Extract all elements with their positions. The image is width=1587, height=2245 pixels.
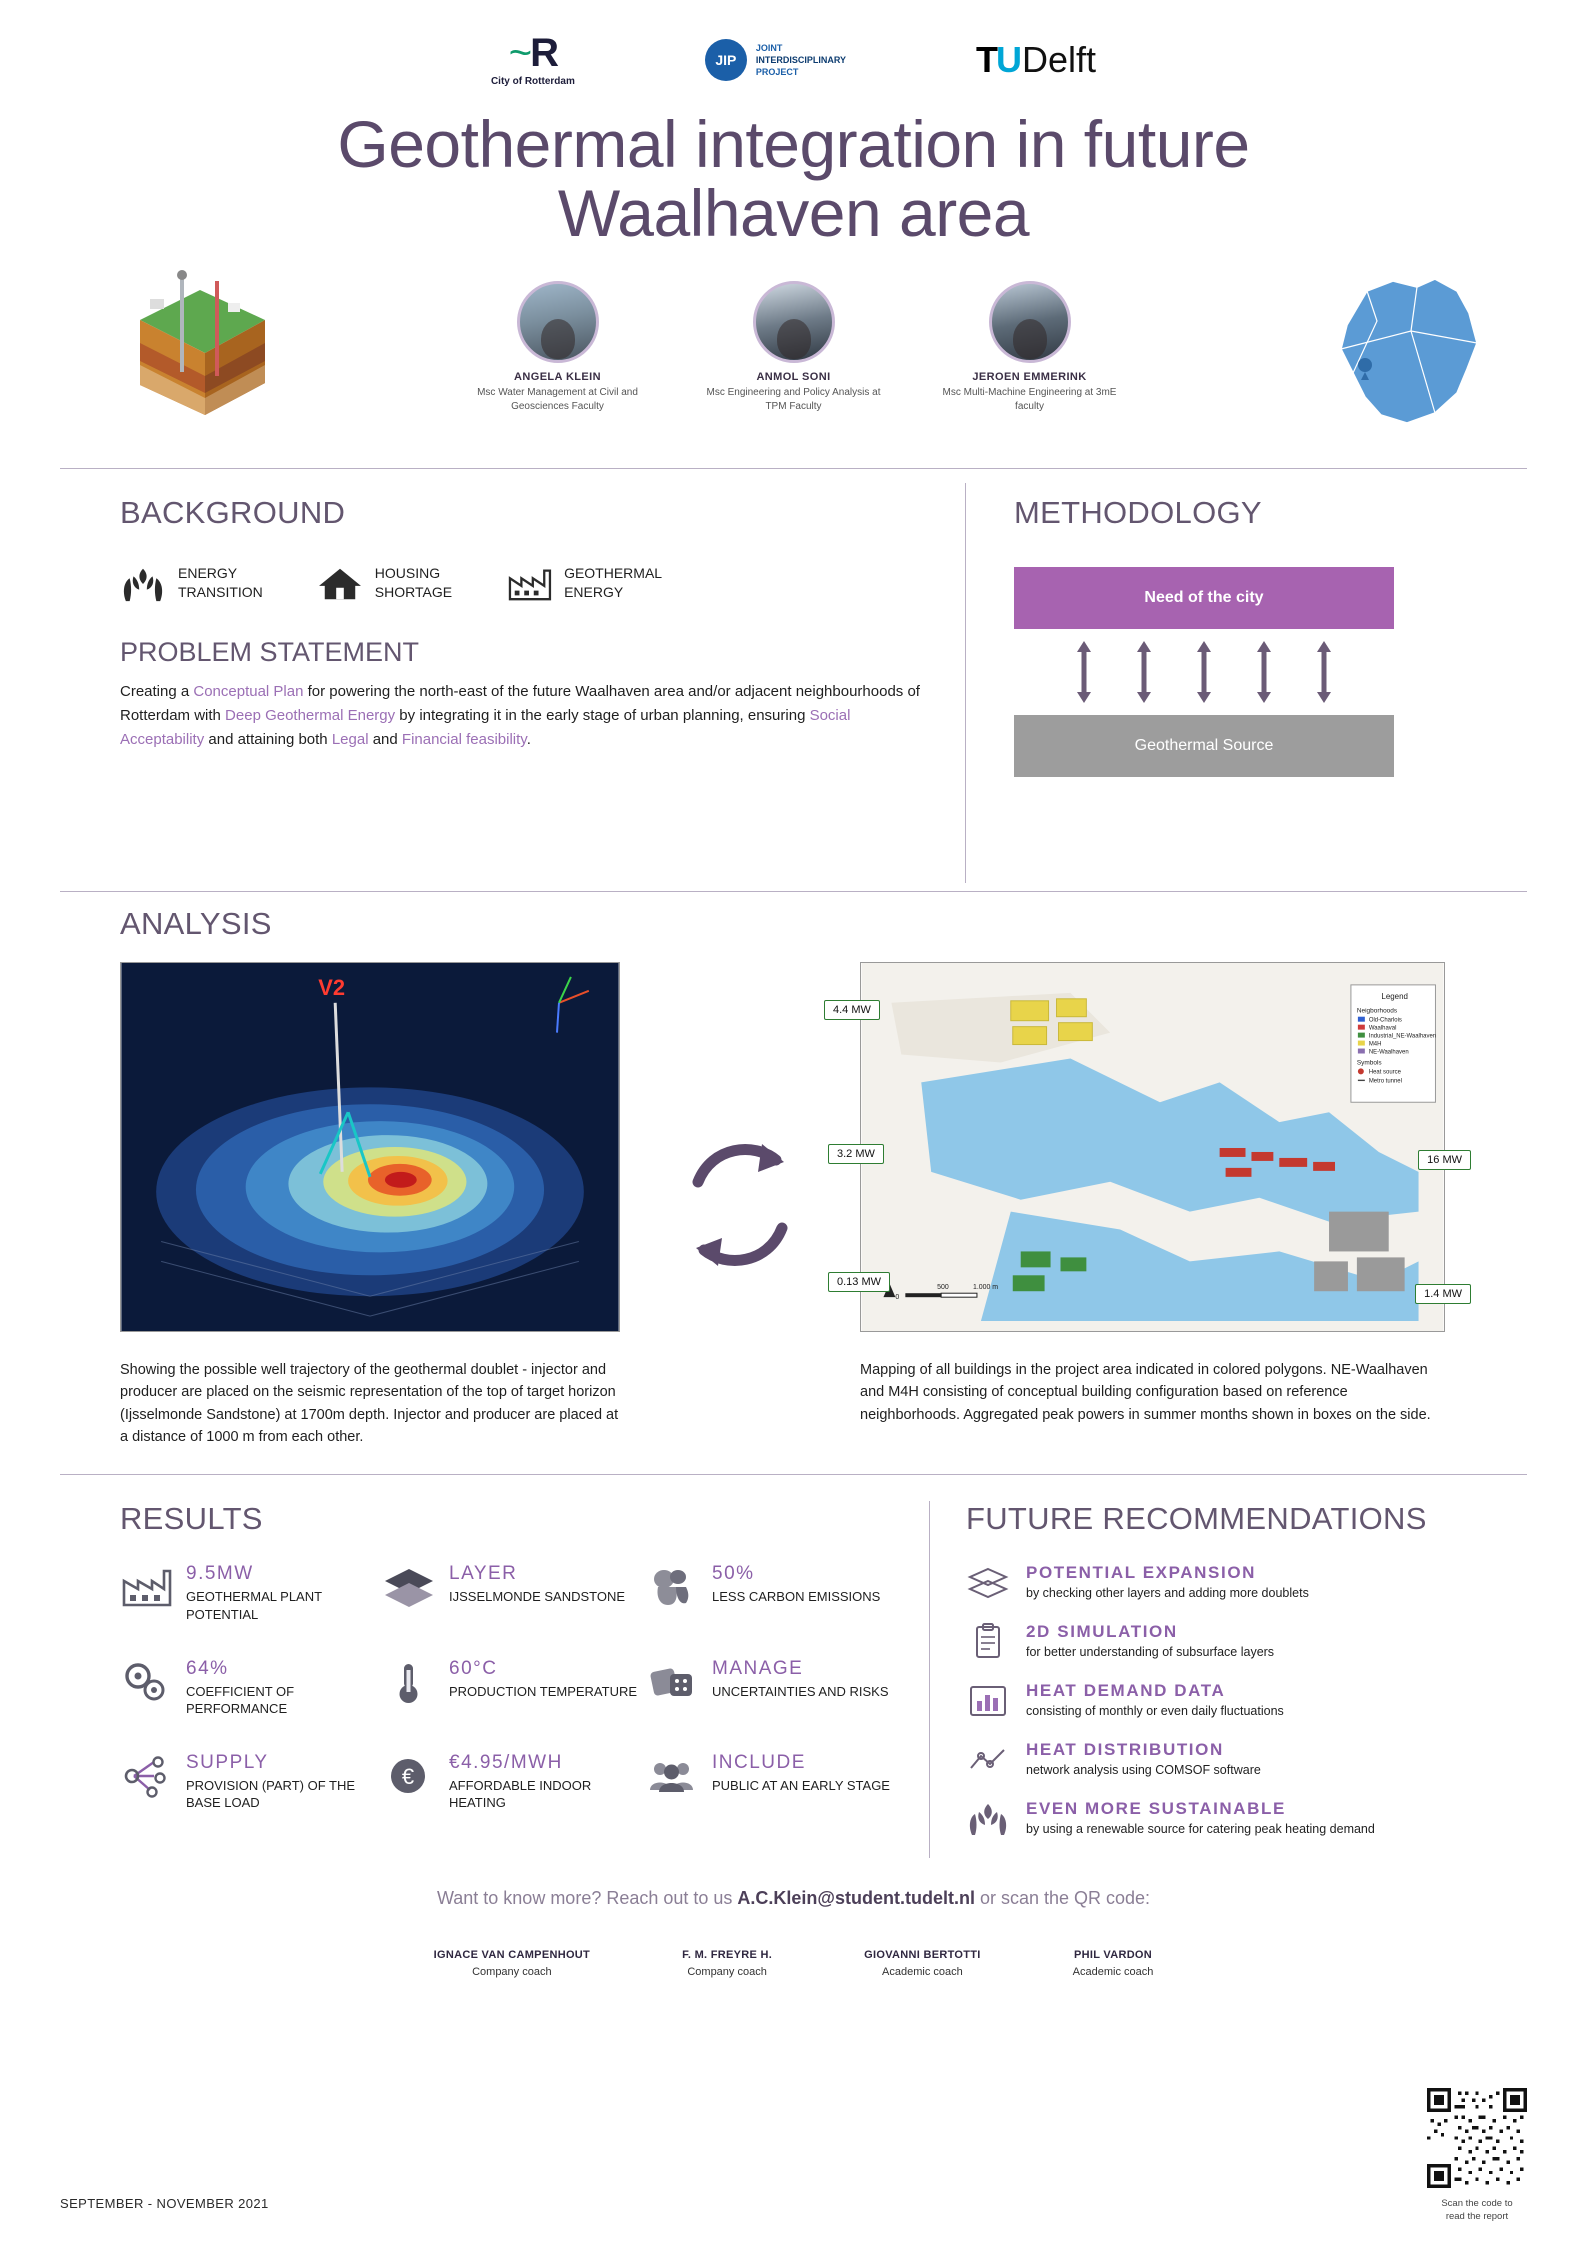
- future-item: [966, 1622, 1467, 1662]
- tudelft-logo: [976, 39, 1096, 81]
- jip-line-3: PROJECT: [755, 67, 799, 78]
- future-subtext: by checking other layers and adding more doublets: [1026, 1586, 1309, 1601]
- ps-part-highlight: Deep Geothermal Energy: [225, 706, 396, 724]
- author-card: [704, 281, 884, 414]
- results-future-row: [60, 1501, 1527, 1858]
- hands-leaf-icon: [966, 1799, 1010, 1839]
- author-card: [468, 281, 648, 414]
- ps-part-highlight: Social Acceptability: [120, 706, 851, 748]
- clipboard-icon: [966, 1622, 1010, 1662]
- coach-role: Company coach: [472, 1966, 552, 1979]
- svg-text:Symbols: Symbols: [1356, 1059, 1382, 1067]
- result-item: [646, 1752, 909, 1812]
- result-item: [383, 1658, 646, 1718]
- result-value: SUPPLY: [186, 1751, 269, 1773]
- result-item: [120, 1658, 383, 1718]
- rotterdam-logo-label: City of Rotterdam: [490, 76, 575, 87]
- future-heading: HEAT DISTRIBUTION: [1026, 1740, 1224, 1760]
- qr-block: [1427, 2088, 1527, 2223]
- background-icon-label: [564, 564, 662, 602]
- svg-text:€: €: [401, 1763, 415, 1789]
- house-icon: [317, 563, 363, 603]
- coach-card: [682, 1949, 772, 1978]
- hands-leaf-icon: [120, 563, 166, 603]
- ps-part-highlight: Financial feasibility: [401, 730, 527, 748]
- qr-caption: [1427, 2198, 1527, 2223]
- contact-pre: Want to know more? Reach out to us: [436, 1888, 738, 1909]
- jip-logo: [705, 39, 846, 81]
- result-label: PUBLIC AT AN EARLY STAGE: [712, 1777, 890, 1793]
- qr-caption-line1: Scan the code to: [1441, 2198, 1513, 2210]
- author-card: [940, 281, 1120, 414]
- dice-icon: [646, 1658, 698, 1706]
- background-icon-line2: ENERGY: [564, 583, 624, 600]
- rotterdam-mark-icon: ~R: [508, 31, 558, 75]
- svg-text:M4H: M4H: [1368, 1041, 1382, 1048]
- ps-part: Creating a: [120, 682, 194, 700]
- result-item: [383, 1563, 646, 1623]
- coach-name: GIOVANNI BERTOTTI: [864, 1949, 981, 1962]
- gears-icon: [120, 1658, 172, 1706]
- future-item: [966, 1799, 1467, 1839]
- result-item: [120, 1563, 383, 1623]
- svg-text:V2: V2: [318, 974, 346, 1000]
- euro-icon: [383, 1752, 435, 1800]
- background-icon-line2: TRANSITION: [178, 583, 263, 600]
- result-label: COEFFICIENT OF PERFORMANCE: [186, 1683, 295, 1717]
- co2-cloud-icon: [646, 1563, 698, 1611]
- result-label: PRODUCTION TEMPERATURE: [449, 1683, 638, 1699]
- ps-part: by integrating it in the early stage of urban planning, ensuring: [395, 706, 810, 724]
- svg-text:Waalhaval: Waalhaval: [1368, 1025, 1397, 1032]
- contact-line: [120, 1888, 1467, 1909]
- svg-text:Neigborhoods: Neigborhoods: [1356, 1007, 1398, 1015]
- avatar: [989, 281, 1071, 363]
- seismic-figure-caption: Showing the possible well trajectory of the geothermal doublet - injector and producer are placed on the seismic representation of the top of target horizon (Ijsselmonde Sandstone) at 1700m depth. Injector and producer are placed at a distance of 1000 m from each other.: [120, 1361, 619, 1445]
- result-item: [646, 1563, 909, 1623]
- ps-part: and: [368, 730, 402, 748]
- contact-email[interactable]: A.C.Klein@student.tudelt.nl: [737, 1888, 975, 1909]
- jip-logo-text: [756, 42, 846, 78]
- coach-role: Academic coach: [1072, 1966, 1154, 1979]
- background-methodology-row: [60, 483, 1527, 883]
- result-item: [383, 1752, 646, 1812]
- bar-chart-icon: [966, 1681, 1010, 1721]
- future-heading: POTENTIAL EXPANSION: [1026, 1563, 1257, 1583]
- methodology-bottom-box: Geothermal Source: [1014, 715, 1394, 777]
- svg-text:500: 500: [937, 1283, 949, 1291]
- tudelft-t-icon: T: [976, 39, 997, 80]
- analysis-section: [60, 892, 1527, 1449]
- network-icon: [120, 1752, 172, 1800]
- ps-part: for powering the north-east of the future Waalhaven area and/or adjacent neighbourhoods of Rotterdam with: [120, 682, 920, 724]
- future-heading: 2D SIMULATION: [1026, 1622, 1178, 1642]
- thermometer-icon: [383, 1658, 435, 1706]
- avatar: [517, 281, 599, 363]
- result-value: 50%: [712, 1563, 755, 1585]
- coaches-row: [120, 1949, 1467, 1978]
- background-icon-line1: GEOTHERMAL: [564, 564, 663, 581]
- double-arrow-icon: [1197, 641, 1211, 703]
- map-figure-caption: Mapping of all buildings in the project area indicated in colored polygons. NE-Waalhaven and M4H consisting of conceptual building configuration based on reference neighborhoods. Aggregated peak powers in summer months shown in boxes on the side.: [860, 1361, 1431, 1423]
- author-role: Msc Engineering and Policy Analysis at TPM Faculty: [706, 386, 881, 412]
- future-subtext: consisting of monthly or even daily fluctuations: [1026, 1704, 1284, 1719]
- map-callout: 16 MW: [1418, 1150, 1471, 1170]
- ps-part: and attaining both: [204, 730, 332, 748]
- result-value: LAYER: [449, 1563, 518, 1585]
- qr-code-icon[interactable]: [1427, 2088, 1527, 2188]
- layers-stack-icon: [966, 1563, 1010, 1603]
- methodology-top-box: Need of the city: [1014, 567, 1394, 629]
- future-item: [966, 1740, 1467, 1780]
- result-label: IJSSELMONDE SANDSTONE: [449, 1589, 626, 1605]
- result-value: 9.5MW: [186, 1563, 254, 1585]
- author-role: Msc Multi-Machine Engineering at 3mE faculty: [942, 386, 1117, 412]
- future-list: [966, 1563, 1467, 1839]
- author-name: ANMOL SONI: [756, 370, 831, 383]
- results-title: RESULTS: [120, 1501, 263, 1537]
- double-arrow-icon: [1077, 641, 1091, 703]
- page-title: Geothermal integration in future Waalhaven area: [337, 107, 1250, 251]
- coach-name: IGNACE VAN CAMPENHOUT: [433, 1949, 591, 1962]
- layers-icon: [383, 1563, 435, 1611]
- arrow-right-curved-icon: [692, 1138, 788, 1198]
- ps-part-highlight: Conceptual Plan: [193, 682, 304, 700]
- methodology-diagram: [1014, 567, 1394, 777]
- results-section: [120, 1501, 930, 1858]
- future-heading: EVEN MORE SUSTAINABLE: [1026, 1799, 1286, 1819]
- logo-bar: [60, 0, 1527, 94]
- double-arrow-icon: [1257, 641, 1271, 703]
- author-role: Msc Water Management at Civil and Geosciences Faculty: [477, 386, 638, 412]
- analysis-title: ANALYSIS: [120, 905, 272, 941]
- jip-line-2: INTERDISCIPLINARY: [755, 54, 847, 65]
- background-section: [60, 483, 965, 883]
- seismic-surface-image: [120, 962, 620, 1332]
- problem-statement-body: [120, 680, 920, 752]
- result-item: [646, 1658, 909, 1718]
- future-title: FUTURE RECOMMENDATIONS: [966, 1501, 1427, 1537]
- map-callout: 4.4 MW: [824, 1000, 880, 1020]
- methodology-section: [965, 483, 1527, 883]
- cycle-arrows: [680, 962, 800, 1449]
- background-title: BACKGROUND: [120, 494, 346, 530]
- geothermal-cube-illustration: [120, 265, 280, 445]
- analysis-figures: [120, 962, 1467, 1449]
- background-icon-item: [120, 563, 263, 603]
- coach-role: Academic coach: [882, 1966, 963, 1979]
- background-icon-line1: HOUSING: [374, 564, 441, 581]
- background-icons: [120, 563, 935, 603]
- divider: [60, 468, 1527, 469]
- svg-text:Metro tunnel: Metro tunnel: [1368, 1077, 1402, 1084]
- coach-role: Company coach: [687, 1966, 767, 1979]
- svg-text:NE-Waalhaven: NE-Waalhaven: [1368, 1049, 1409, 1056]
- coach-card: [1073, 1949, 1154, 1978]
- coach-name: F. M. FREYRE H.: [682, 1949, 773, 1962]
- result-label: LESS CARBON EMISSIONS: [712, 1589, 881, 1605]
- tudelft-u-icon: U: [996, 39, 1023, 80]
- svg-text:0: 0: [895, 1293, 900, 1301]
- map-callout: 0.13 MW: [828, 1272, 890, 1292]
- future-recommendations-section: [930, 1501, 1467, 1858]
- jip-circle-icon: JIP: [705, 39, 747, 81]
- people-icon: [646, 1752, 698, 1800]
- background-icon-label: [375, 564, 452, 602]
- result-value: €4.95/MWH: [449, 1751, 563, 1773]
- ps-part-highlight: Legal: [331, 730, 369, 748]
- result-value: MANAGE: [712, 1657, 804, 1679]
- map-callout: 1.4 MW: [1415, 1284, 1471, 1304]
- svg-text:1.000 m: 1.000 m: [972, 1283, 999, 1291]
- result-value: 64%: [186, 1657, 229, 1679]
- waalhaven-map-image: [860, 962, 1445, 1332]
- background-icon-label: [178, 564, 263, 602]
- result-item: [120, 1752, 383, 1812]
- coach-card: [434, 1949, 590, 1978]
- qr-caption-line2: read the report: [1445, 2210, 1509, 2222]
- future-item: [966, 1681, 1467, 1721]
- date-label: SEPTEMBER - NOVEMBER 2021: [60, 2196, 269, 2211]
- graph-node-icon: [966, 1740, 1010, 1780]
- factory-icon: [120, 1563, 172, 1611]
- header-row: [60, 255, 1527, 460]
- background-icon-item: [317, 563, 452, 603]
- svg-text:Old-Charlois: Old-Charlois: [1368, 1017, 1402, 1024]
- future-subtext: network analysis using COMSOF software: [1026, 1763, 1261, 1778]
- future-subtext: by using a renewable source for catering peak heating demand: [1026, 1822, 1375, 1837]
- ps-part: .: [526, 730, 531, 748]
- divider: [60, 1474, 1527, 1475]
- double-arrow-icon: [1137, 641, 1151, 703]
- rotterdam-logo: [491, 33, 575, 87]
- tudelft-label: Delft: [1022, 39, 1097, 80]
- coach-name: PHIL VARDON: [1073, 1949, 1153, 1962]
- future-heading: HEAT DEMAND DATA: [1026, 1681, 1226, 1701]
- contact-post: or scan the QR code:: [974, 1888, 1151, 1909]
- result-label: UNCERTAINTIES AND RISKS: [712, 1683, 889, 1699]
- author-name: JEROEN EMMERINK: [972, 370, 1087, 383]
- result-label: PROVISION (PART) OF THE BASE LOAD: [186, 1777, 356, 1811]
- jip-line-1: JOINT: [755, 42, 783, 53]
- avatar: [753, 281, 835, 363]
- future-subtext: for better understanding of subsurface layers: [1026, 1645, 1275, 1660]
- svg-text:Legend: Legend: [1381, 991, 1408, 1001]
- netherlands-map-icon: [1307, 273, 1497, 433]
- results-grid: [120, 1563, 909, 1811]
- map-callout: 3.2 MW: [828, 1144, 884, 1164]
- background-icon-line2: SHORTAGE: [374, 583, 453, 600]
- svg-text:Heat source: Heat source: [1368, 1068, 1401, 1075]
- coach-card: [864, 1949, 981, 1978]
- background-icon-item: [506, 563, 662, 603]
- footer: [60, 1888, 1527, 1978]
- map-figure: [833, 962, 1462, 1449]
- result-label: AFFORDABLE INDOOR HEATING: [449, 1777, 592, 1811]
- double-arrow-icon: [1317, 641, 1331, 703]
- result-value: 60°C: [449, 1657, 498, 1679]
- seismic-figure: [120, 962, 620, 1449]
- factory-icon: [506, 563, 552, 603]
- methodology-arrows: [1014, 629, 1394, 715]
- arrow-left-curved-icon: [692, 1212, 788, 1272]
- problem-statement-title: PROBLEM STATEMENT: [120, 636, 420, 667]
- svg-text:Industrial_NE-Waalhaven: Industrial_NE-Waalhaven: [1368, 1033, 1437, 1040]
- methodology-title: METHODOLOGY: [1014, 494, 1262, 530]
- background-icon-line1: ENERGY: [178, 564, 238, 581]
- author-name: ANGELA KLEIN: [514, 370, 601, 383]
- future-item: [966, 1563, 1467, 1603]
- result-value: INCLUDE: [712, 1751, 806, 1773]
- result-label: GEOTHERMAL PLANT POTENTIAL: [186, 1589, 322, 1623]
